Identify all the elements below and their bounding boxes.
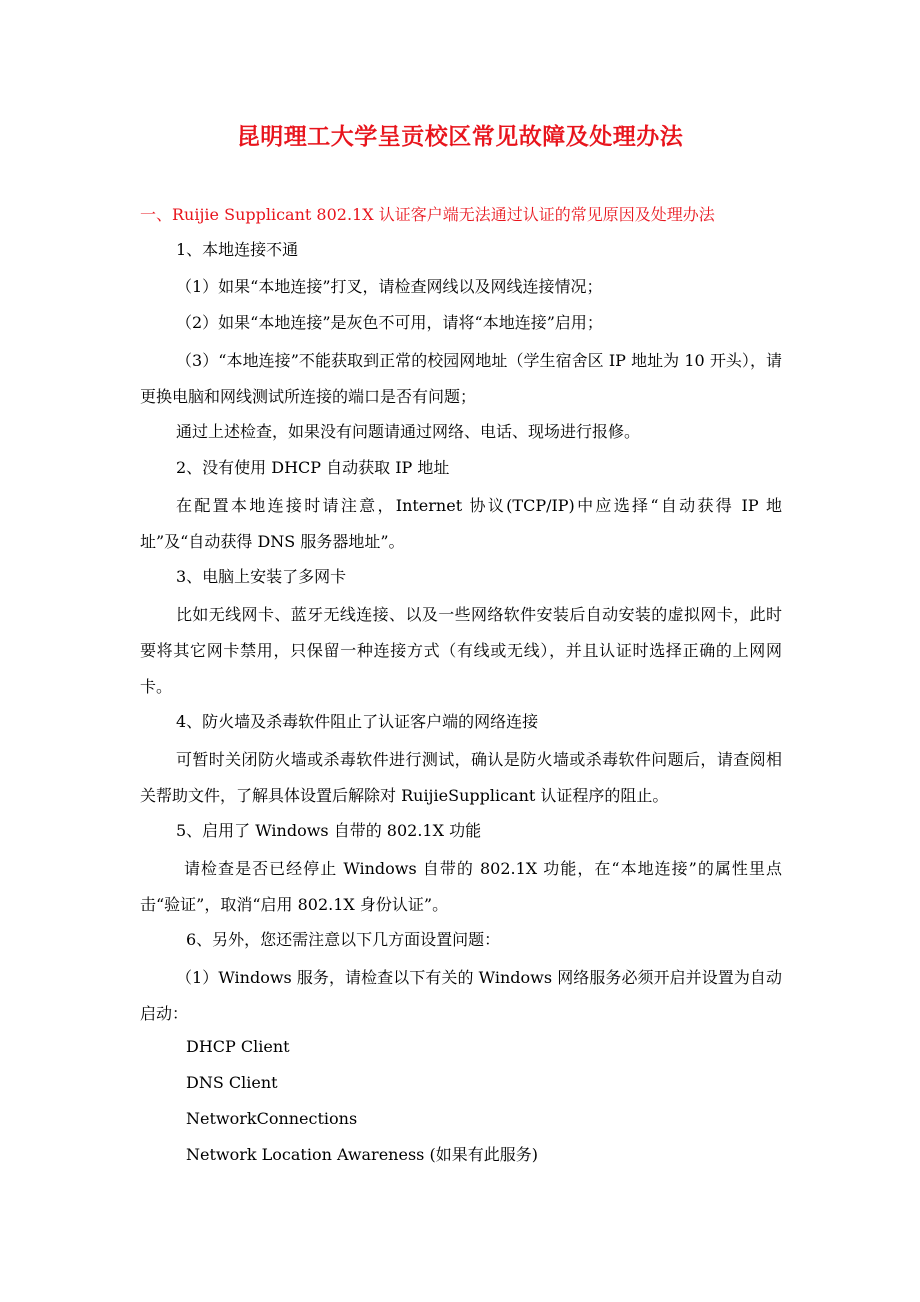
item-6-sub-1: （1）Windows 服务，请检查以下有关的 Windows 网络服务必须开启并设置为自动启动： [140,968,782,1023]
section-heading: 一、Ruijie Supplicant 802.1X 认证客户端无法通过认证的常见原因及处理办法 [140,205,715,224]
service-item: NetworkConnections [186,1109,358,1128]
item-3-body: 比如无线网卡、蓝牙无线连接、以及一些网络软件安装后自动安装的虚拟网卡，此时要将其它网卡禁用，只保留一种连接方式（有线或无线），并且认证时选择正确的上网网卡。 [140,605,782,696]
item-6-heading: 6、另外，您还需注意以下几方面设置问题： [186,930,501,949]
item-5-heading: 5、启用了 Windows 自带的 802.1X 功能 [176,821,482,840]
item-3-heading: 3、电脑上安装了多网卡 [176,567,347,586]
item-1-sub-2: （2）如果“本地连接”是灰色不可用，请将“本地连接”启用； [176,313,603,332]
document-title: 昆明理工大学呈贡校区常见故障及处理办法 [236,123,684,150]
service-item: DNS Client [186,1073,278,1092]
item-4-body: 可暂时关闭防火墙或杀毒软件进行测试，确认是防火墙或杀毒软件问题后，请查阅相关帮助文件，了解具体设置后解除对 RuijieSupplicant 认证程序的阻止。 [140,750,782,805]
item-2-body: 在配置本地连接时请注意，Internet 协议(TCP/IP)中应选择“自动获得 IP 地址”及“自动获得 DNS 服务器地址”。 [140,496,782,551]
item-1-sub-1: （1）如果“本地连接”打叉，请检查网线以及网线连接情况； [176,277,603,296]
service-item: Network Location Awareness (如果有此服务) [186,1145,538,1164]
item-1-heading: 1、本地连接不通 [176,240,299,259]
item-5-body: 请检查是否已经停止 Windows 自带的 802.1X 功能，在“本地连接”的属性里点击“验证”，取消“启用 802.1X 身份认证”。 [140,859,782,914]
item-1-sub-3: （3）“本地连接”不能获取到正常的校园网地址（学生宿舍区 IP 地址为 10 开头），请更换电脑和网线测试所连接的端口是否有问题； [140,351,782,406]
item-1-note: 通过上述检查，如果没有问题请通过网络、电话、现场进行报修。 [176,422,641,441]
service-item: DHCP Client [186,1037,290,1056]
item-4-heading: 4、防火墙及杀毒软件阻止了认证客户端的网络连接 [176,712,539,731]
item-2-heading: 2、没有使用 DHCP 自动获取 IP 地址 [176,458,450,477]
